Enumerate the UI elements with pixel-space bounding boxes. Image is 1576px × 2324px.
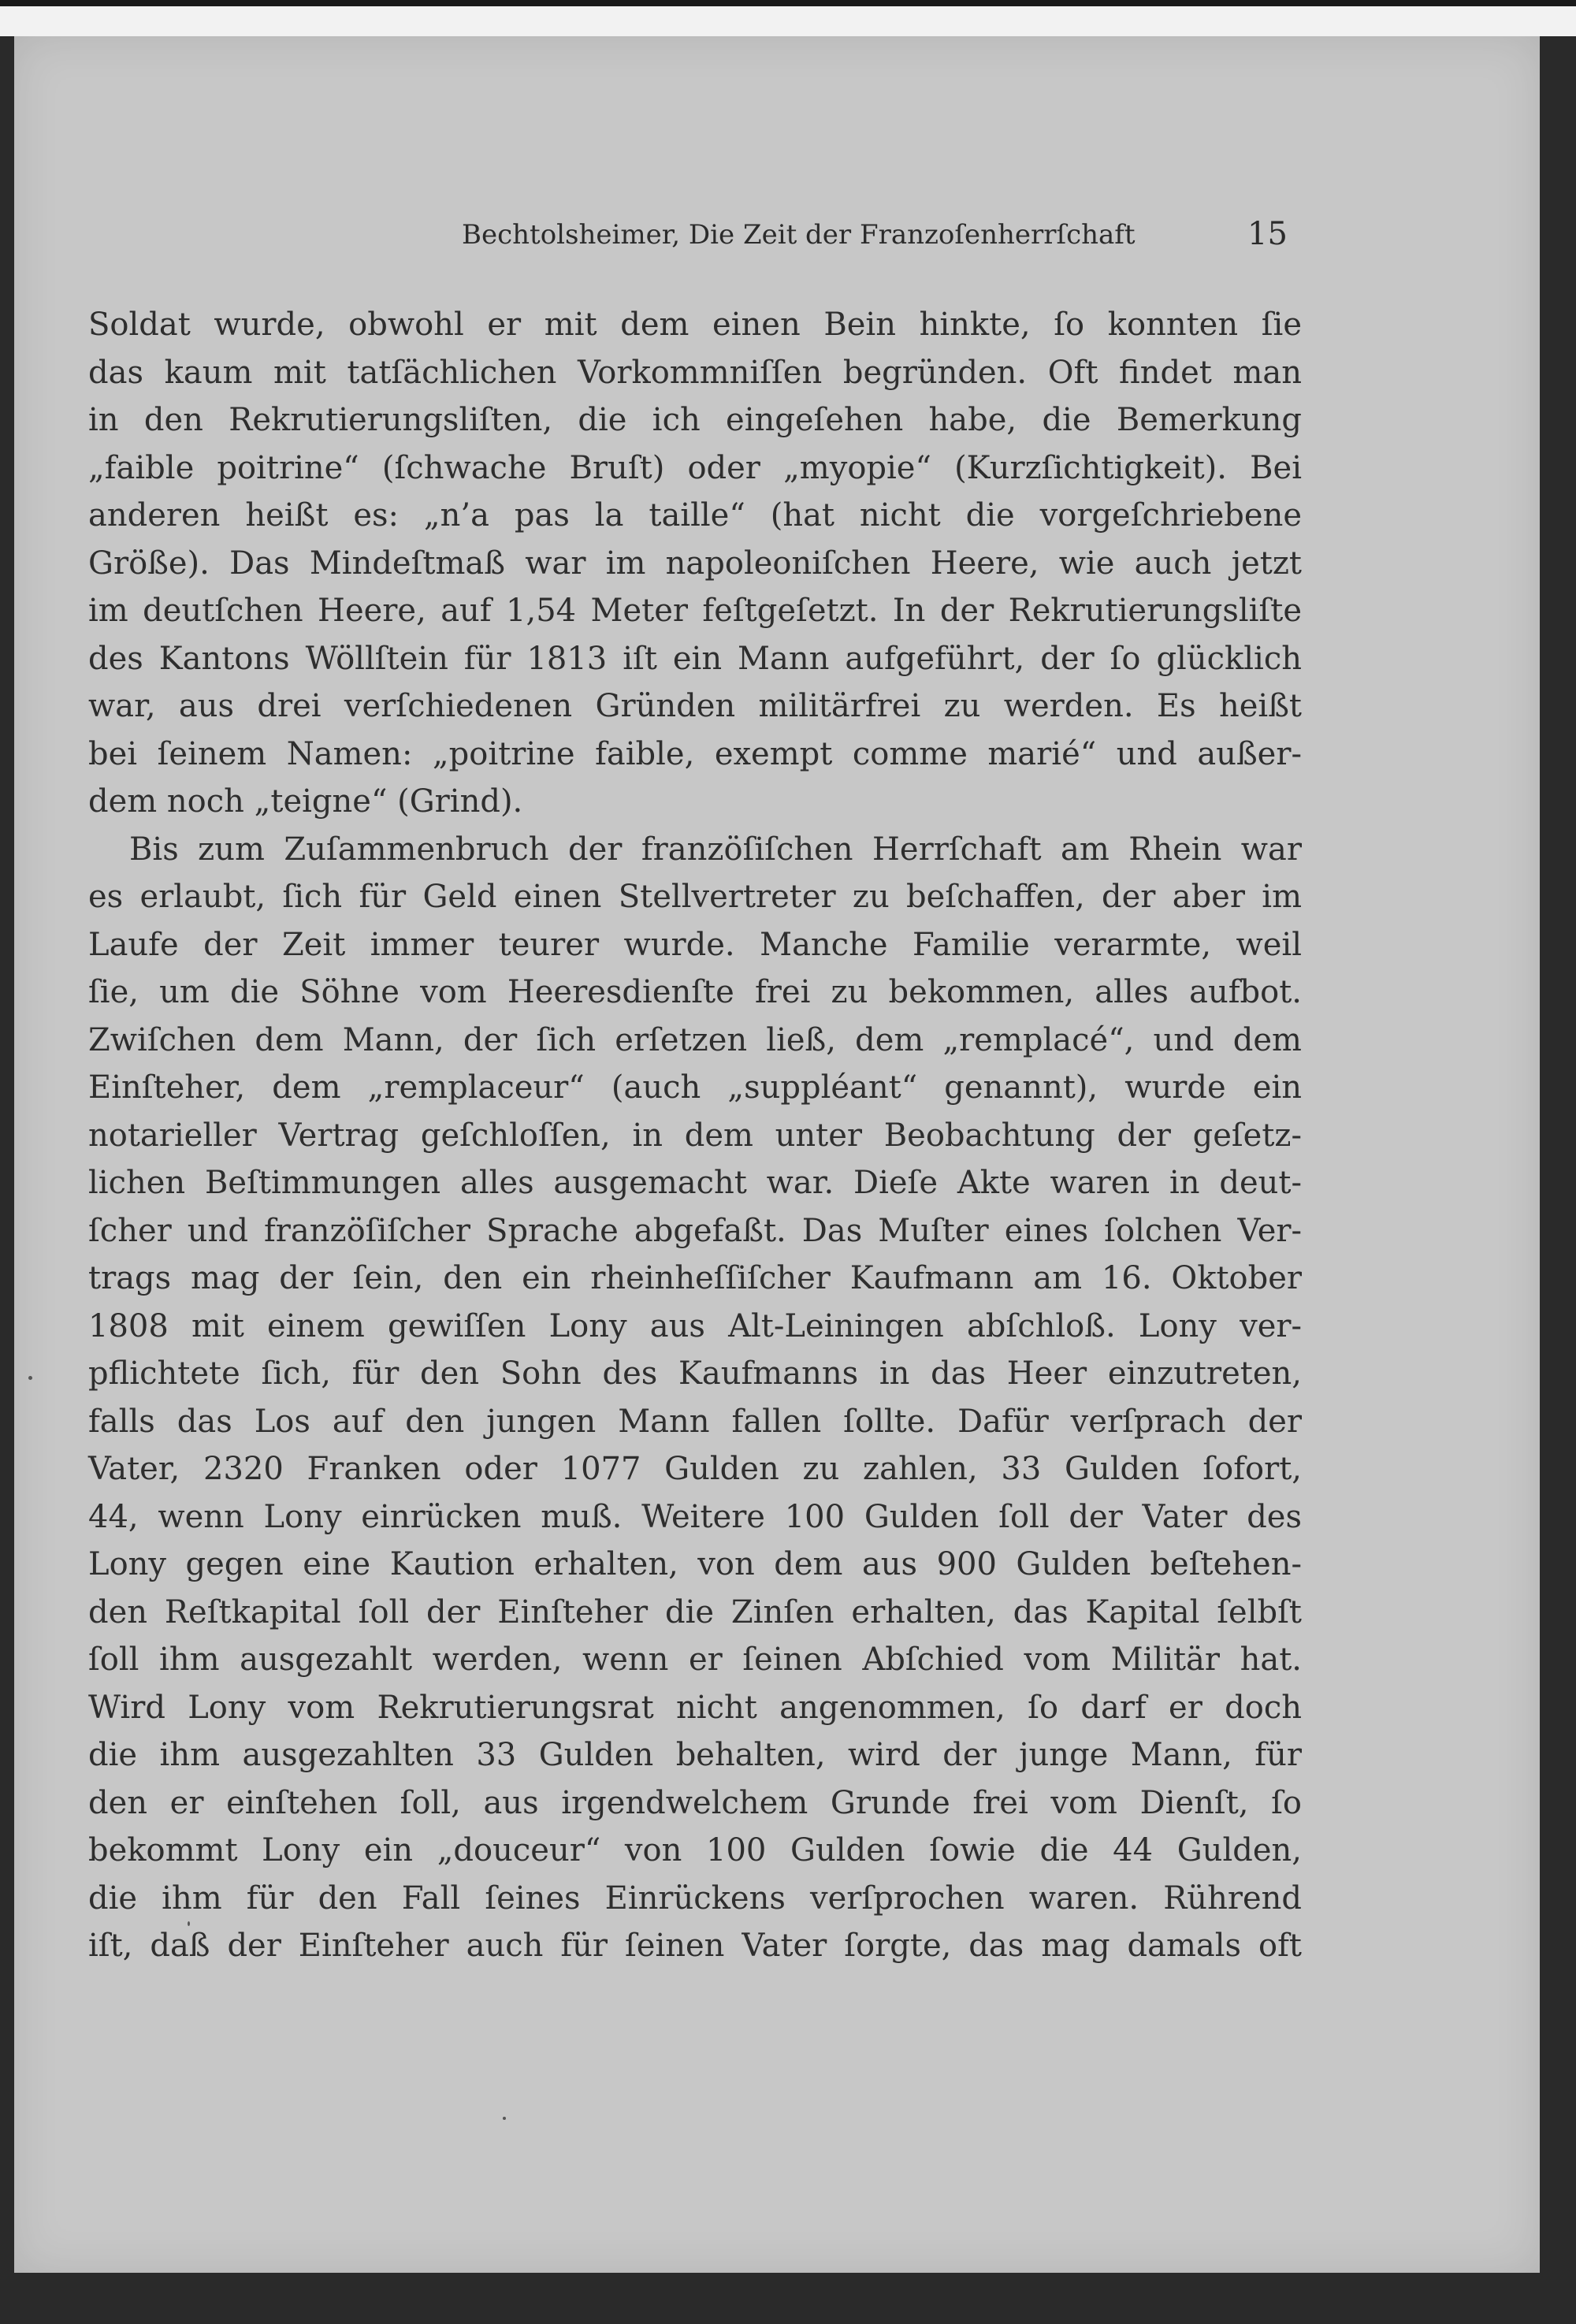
text-line: im deutſchen Heere, auf 1,54 Meter feſtgeſetzt. In der Rekrutierungsliſte (88, 593, 1302, 629)
text-line: Einſteher, dem „remplaceur“ (auch „suppléant“ genannt), wurde ein (88, 1069, 1302, 1106)
text-line: 44, wenn Lony einrücken muß. Weitere 100 Gulden ſoll der Vater des (88, 1498, 1302, 1535)
paper-speck (188, 1921, 190, 1926)
text-line: Wird Lony vom Rekrutierungsrat nicht angenommen, ſo darf er doch (88, 1689, 1302, 1726)
page-header (14, 216, 1540, 266)
text-line: ſie, um die Söhne vom Heeresdienſte frei zu bekommen, alles aufbot. (88, 974, 1302, 1010)
text-line: anderen heißt es: „n’a pas la taille“ (hat nicht die vorgeſchriebene (88, 497, 1302, 534)
text-line: 1808 mit einem gewiſſen Lony aus Alt-Leiningen abſchloß. Lony ver- (88, 1307, 1302, 1344)
text-line: den Reſtkapital ſoll der Einſteher die Zinſen erhalten, das Kapital ſelbſt (88, 1593, 1302, 1631)
text-line: den er einſtehen ſoll, aus irgendwelchem Grunde frei vom Dienſt, ſo (88, 1784, 1302, 1821)
text-line: die ihm für den Fall ſeines Einrückens verſprochen waren. Rührend (88, 1880, 1302, 1917)
text-line: trags mag der ſein, den ein rheinheſſiſcher Kaufmann am 16. Oktober (88, 1260, 1302, 1296)
text-line: notarieller Vertrag geſchloſſen, in dem unter Beobachtung der geſetz- (88, 1117, 1302, 1154)
text-line: pflichtete ſich, für den Sohn des Kaufmanns in das Heer einzutreten, (88, 1355, 1302, 1392)
paragraph-1 (88, 301, 1302, 826)
text-line: Soldat wurde, obwohl er mit dem einen Bein hinkte, ſo konnten ſie (88, 307, 1302, 343)
book-page (14, 36, 1540, 2273)
text-line: lichen Beſtimmungen alles ausgemacht war. Dieſe Akte waren in deut- (88, 1165, 1302, 1201)
text-line: falls das Los auf den jungen Mann fallen ſollte. Dafür verſprach der (88, 1403, 1302, 1440)
text-line: des Kantons Wöllſtein für 1813 iſt ein Mann aufgeführt, der ſo glücklich (88, 640, 1302, 677)
text-line: Lony gegen eine Kaution erhalten, von dem aus 900 Gulden beſtehen- (88, 1546, 1302, 1582)
text-line: das kaum mit tatſächlichen Vorkommniſſen begründen. Oft findet man (88, 354, 1302, 391)
page-number: 15 (1247, 216, 1288, 252)
text-line: dem noch „teigne“ (Grind). (88, 783, 523, 820)
text-line: in den Rekrutierungsliſten, die ich eingeſehen habe, die Bemerkung (88, 402, 1302, 438)
text-line: iſt, daß der Einſteher auch für ſeinen Vater ſorgte, das mag damals oft (88, 1928, 1302, 1964)
text-line: Vater, 2320 Franken oder 1077 Gulden zu zahlen, 33 Gulden ſofort, (88, 1451, 1302, 1487)
text-line: ſoll ihm ausgezahlt werden, wenn er ſeinen Abſchied vom Militär hat. (88, 1642, 1302, 1678)
text-line: die ihm ausgezahlten 33 Gulden behalten, wird der junge Mann, für (88, 1737, 1302, 1773)
paper-speck (503, 2117, 506, 2120)
text-line: Bis zum Zuſammenbruch der franzöſiſchen Herrſchaft am Rhein war (129, 831, 1302, 868)
text-line: Größe). Das Mindeſtmaß war im napoleoniſchen Heere, wie auch jetzt (88, 545, 1302, 582)
body-text (88, 301, 1302, 1970)
text-line: bekommt Lony ein „douceur“ von 100 Gulden ſowie die 44 Gulden, (88, 1832, 1302, 1868)
paragraph-2 (88, 826, 1302, 1970)
text-line: Zwiſchen dem Mann, der ſich erſetzen ließ, dem „remplacé“, und dem (88, 1021, 1302, 1058)
scan-top-margin (0, 0, 1576, 36)
text-line: ſcher und franzöſiſcher Sprache abgefaßt. Das Muſter eines ſolchen Ver- (88, 1212, 1302, 1249)
scan-top-edge (0, 0, 1576, 6)
text-line: „faible poitrine“ (ſchwache Bruſt) oder „myopie“ (Kurzſichtigkeit). Bei (88, 449, 1302, 486)
text-line: bei ſeinem Namen: „poitrine faible, exempt comme marié“ und außer- (88, 735, 1302, 772)
running-title: Bechtolsheimer, Die Zeit der Franzoſenherrſchaft (462, 219, 1136, 251)
text-line: es erlaubt, ſich für Geld einen Stellvertreter zu beſchaffen, der aber im (88, 879, 1302, 915)
text-line: war, aus drei verſchiedenen Gründen militärfrei zu werden. Es heißt (88, 688, 1302, 724)
text-line: Laufe der Zeit immer teurer wurde. Manche Familie verarmte, weil (88, 926, 1302, 963)
paper-speck (28, 1376, 32, 1380)
